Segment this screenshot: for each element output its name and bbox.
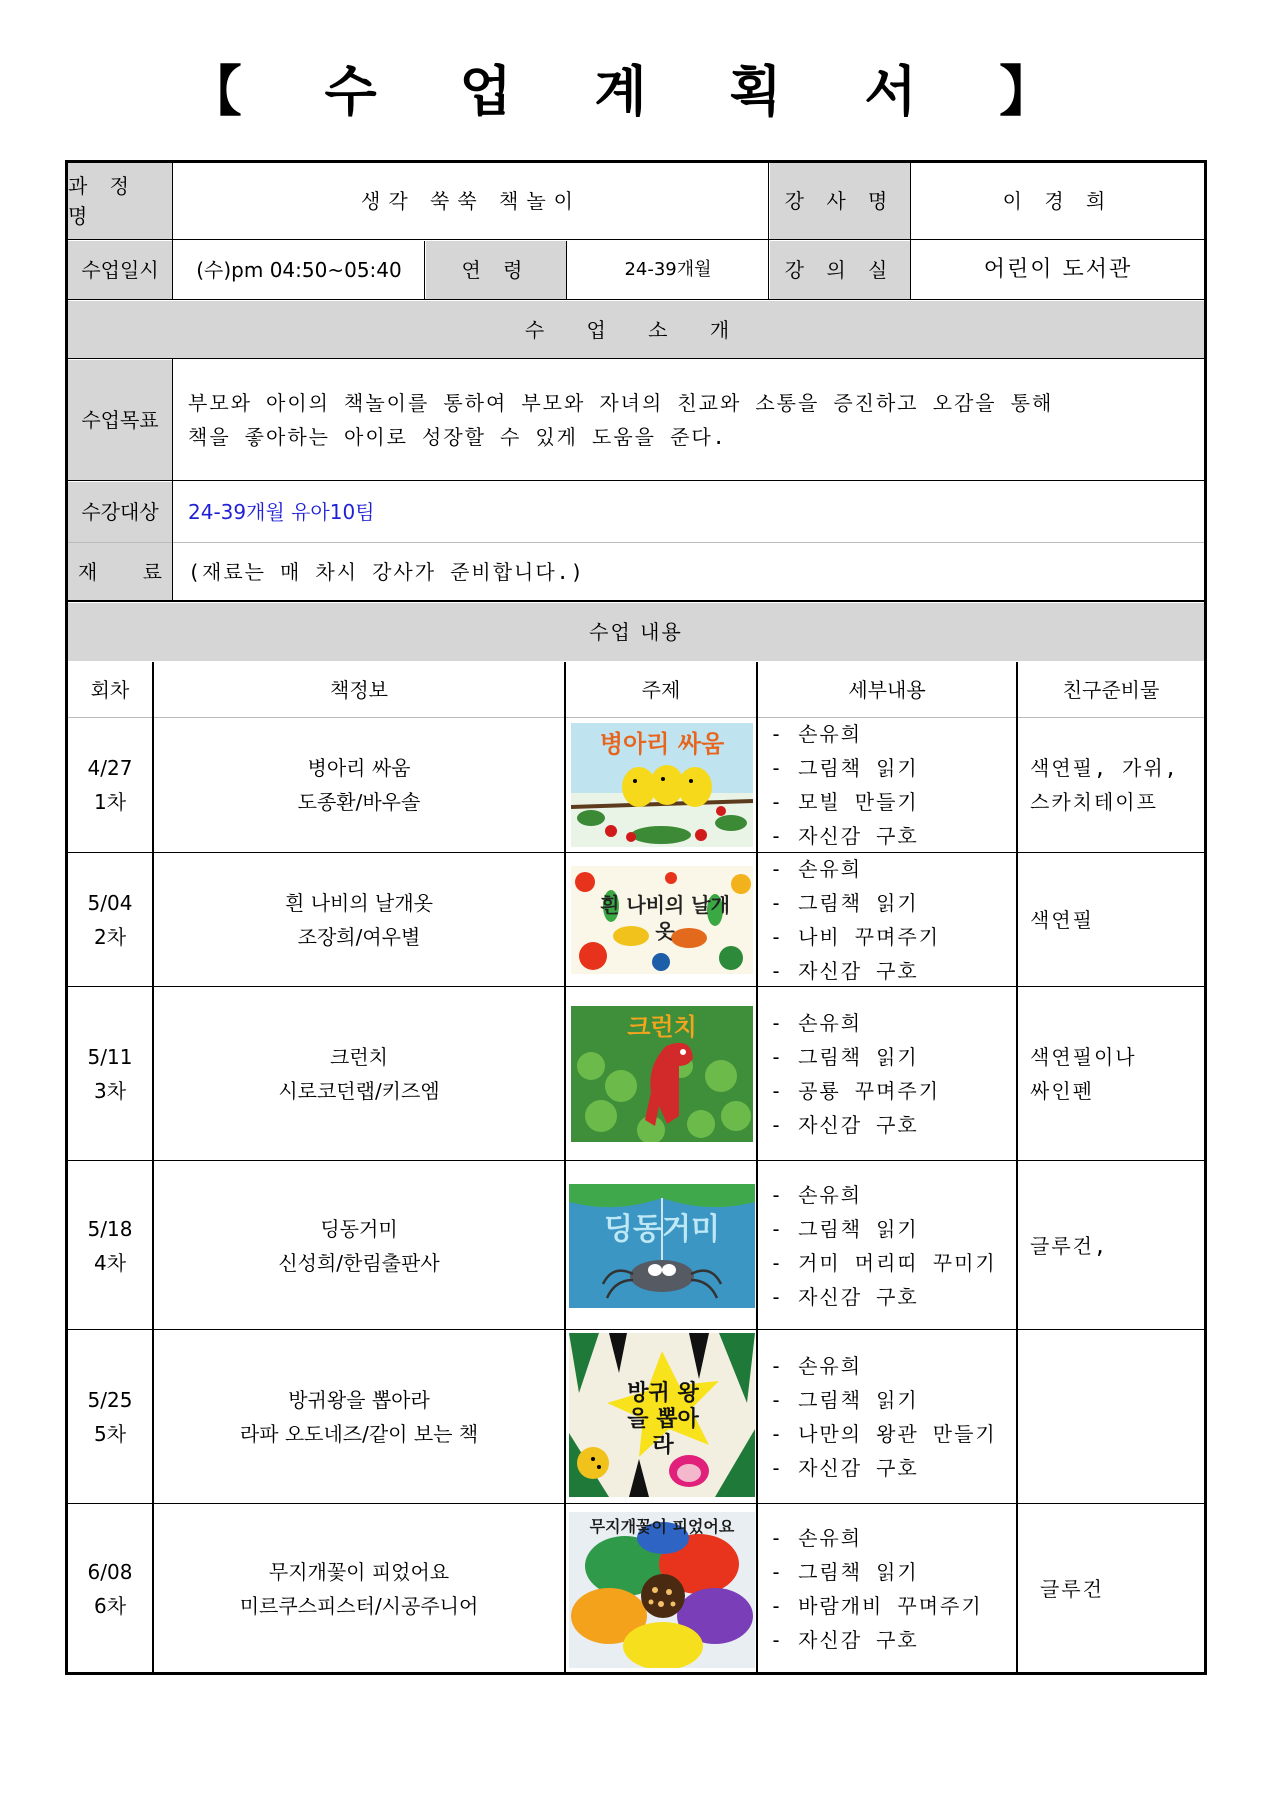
book-cover-2 [571, 866, 753, 974]
grid-line [68, 1160, 1204, 1161]
grid-line [68, 852, 1204, 853]
detail-item: - 자신감 구호 [770, 1113, 919, 1137]
detail-item: - 그림책 읽기 [770, 756, 919, 780]
book-author: 미르쿠스피스터/시공주니어 [239, 1593, 479, 1618]
cover-title: 딩동거미 [604, 1212, 720, 1247]
detail-item: - 거미 머리띠 꾸미기 [770, 1250, 997, 1275]
session-5-details [758, 1331, 1016, 1503]
grid-line [910, 163, 911, 299]
session-6-book [154, 1505, 564, 1672]
session-4-book [154, 1162, 564, 1329]
grid-line [68, 1329, 1204, 1330]
supply-item: 글루건 [1040, 1576, 1104, 1601]
course-value: 생각 쑥쑥 책놀이 [361, 189, 581, 213]
book-cover-1 [571, 723, 753, 847]
session-date: 6/08 [87, 1559, 133, 1584]
grid-line [564, 662, 566, 1672]
room-label: 강 의 실 [770, 241, 910, 299]
grid-line [172, 358, 173, 600]
session-date: 5/11 [87, 1045, 133, 1069]
grid-line [68, 542, 1204, 543]
session-2-details [758, 854, 1016, 986]
col-details: 세부내용 [848, 677, 926, 702]
cover-title: 크런치 [627, 1013, 697, 1041]
session-5-book [154, 1331, 564, 1503]
detail-item: - 그림책 읽기 [770, 1216, 919, 1241]
book-title: 딩동거미 [320, 1216, 398, 1241]
grid-line [768, 163, 769, 299]
session-number: 1차 [93, 790, 127, 814]
session-6-details [758, 1505, 1016, 1672]
cover-title: 방귀 왕을 뽑아라 [627, 1381, 699, 1458]
material-label [68, 543, 172, 600]
session-1-round [68, 718, 152, 852]
session-number: 5차 [93, 1422, 127, 1446]
detail-item: - 자신감 구호 [770, 824, 919, 848]
book-cover-4 [569, 1184, 755, 1308]
detail-item: - 나비 꾸며주기 [770, 925, 941, 949]
session-date: 5/25 [87, 1388, 133, 1412]
grid-line [756, 662, 758, 1672]
session-number: 4차 [93, 1250, 127, 1275]
session-3-round [68, 988, 152, 1160]
session-1-supplies [1018, 718, 1204, 852]
detail-item: - 손유희 [770, 1354, 863, 1378]
grid-line [68, 717, 1204, 718]
detail-item: - 그림책 읽기 [770, 1559, 919, 1584]
supply-item: 싸인펜 [1030, 1079, 1094, 1103]
detail-item: - 모빌 만들기 [770, 790, 919, 814]
book-author: 시로코던랩/키즈엠 [278, 1079, 440, 1103]
grid-line [68, 986, 1204, 987]
grid-line [68, 239, 1204, 240]
material-label-b: 료 [142, 559, 162, 584]
session-date: 4/27 [87, 756, 133, 780]
page-title: 【 수 업 계 획 서 】 [187, 60, 1086, 123]
session-3-details [758, 988, 1016, 1160]
material-value: (재료는 매 차시 강사가 준비합니다.) [188, 559, 585, 584]
supply-item: 스카치테이프 [1030, 790, 1158, 814]
grid-line [566, 241, 567, 299]
book-author: 도종환/바우솔 [297, 790, 421, 814]
cover-title: 병아리 싸움 [599, 730, 725, 758]
room-value: 어린이 도서관 [983, 257, 1133, 282]
goal-line-1: 부모와 아이의 책놀이를 통하여 부모와 자녀의 친교와 소통을 증진하고 오감을 통해 [188, 391, 1054, 415]
book-title: 방귀왕을 뽑아라 [288, 1388, 430, 1412]
col-round: 회차 [90, 677, 130, 702]
grid-line [68, 299, 1204, 300]
detail-item: - 손유희 [770, 1182, 863, 1207]
session-4-supplies [1018, 1162, 1204, 1329]
session-5-supplies [1018, 1331, 1204, 1503]
detail-item: - 그림책 읽기 [770, 1045, 919, 1069]
session-1-details [758, 718, 1016, 852]
session-6-supplies [1018, 1505, 1204, 1672]
session-5-round [68, 1331, 152, 1503]
instructor-label: 강 사 명 [770, 163, 910, 239]
target-value: 24-39개월 유아10팀 [188, 500, 375, 524]
session-number: 6차 [93, 1593, 127, 1618]
grid-line [68, 600, 1204, 602]
session-2-supplies [1018, 854, 1204, 986]
detail-item: - 자신감 구호 [770, 1627, 919, 1652]
detail-item: - 공룡 꾸며주기 [770, 1079, 941, 1103]
goal-label: 수업목표 [68, 360, 172, 480]
session-3-book [154, 988, 564, 1160]
book-title: 크런치 [330, 1045, 388, 1069]
intro-header: 수 업 소 개 [68, 301, 1204, 358]
col-supplies: 친구준비물 [1062, 677, 1160, 702]
cover-title: 흰 나비의 날개옷 [600, 893, 730, 943]
col-book: 책정보 [330, 677, 388, 702]
date-label: 수업일시 [68, 241, 172, 299]
detail-item: - 자신감 구호 [770, 1456, 919, 1480]
detail-item: - 바람개비 꾸며주기 [770, 1593, 983, 1618]
session-date: 5/04 [87, 891, 133, 915]
detail-item: - 그림책 읽기 [770, 891, 919, 915]
book-title: 무지개꽃이 피었어요 [268, 1559, 450, 1584]
goal-text [174, 360, 1204, 480]
session-date: 5/18 [87, 1216, 133, 1241]
grid-line [152, 662, 154, 1672]
detail-item: - 그림책 읽기 [770, 1388, 919, 1412]
goal-line-2: 책을 좋아하는 아이로 성장할 수 있게 도움을 준다. [188, 425, 727, 449]
session-4-round [68, 1162, 152, 1329]
grid-line [424, 241, 425, 299]
material-label-a: 재 [78, 559, 98, 584]
session-6-round [68, 1505, 152, 1672]
session-1-book [154, 718, 564, 852]
supply-item: 색연필, 가위, [1030, 756, 1179, 780]
book-author: 조장희/여우별 [297, 925, 421, 949]
target-label: 수강대상 [68, 482, 172, 542]
date-value: (수)pm 04:50~05:40 [196, 258, 402, 282]
grid-line [68, 1503, 1204, 1504]
book-cover-3 [571, 1006, 753, 1142]
detail-item: - 손유희 [770, 857, 863, 881]
session-3-supplies [1018, 988, 1204, 1160]
instructor-value: 이 경 희 [1002, 189, 1114, 213]
detail-item: - 자신감 구호 [770, 1284, 919, 1309]
detail-item: - 나만의 왕관 만들기 [770, 1422, 997, 1446]
detail-item: - 손유희 [770, 1011, 863, 1035]
session-number: 2차 [93, 925, 127, 949]
book-author: 신성희/한림출판사 [278, 1250, 440, 1275]
age-value: 24-39개월 [624, 259, 712, 280]
detail-item: - 손유희 [770, 722, 863, 746]
book-cover-6 [569, 1512, 755, 1668]
session-number: 3차 [93, 1079, 127, 1103]
detail-item: - 손유희 [770, 1525, 863, 1550]
supply-item: 글루건, [1030, 1233, 1109, 1258]
session-4-details [758, 1162, 1016, 1329]
grid-line [68, 480, 1204, 481]
detail-item: - 자신감 구호 [770, 959, 919, 983]
grid-line [68, 358, 1204, 359]
content-header: 수업 내용 [68, 603, 1204, 661]
supply-item: 색연필이나 [1030, 1045, 1137, 1069]
book-author: 라파 오도네즈/같이 보는 책 [239, 1422, 479, 1446]
supply-item: 색연필 [1030, 908, 1094, 932]
age-label: 연 령 [426, 241, 566, 299]
book-title: 병아리 싸움 [307, 756, 411, 780]
cover-title: 무지개꽃이 피었어요 [589, 1517, 735, 1536]
book-cover-5 [569, 1333, 755, 1497]
session-2-book [154, 854, 564, 986]
book-title: 흰 나비의 날개옷 [285, 891, 433, 915]
course-label: 과 정 명 [68, 163, 172, 239]
session-2-round [68, 854, 152, 986]
grid-line [1016, 662, 1018, 1672]
grid-line [172, 163, 173, 299]
col-theme: 주제 [641, 677, 681, 702]
